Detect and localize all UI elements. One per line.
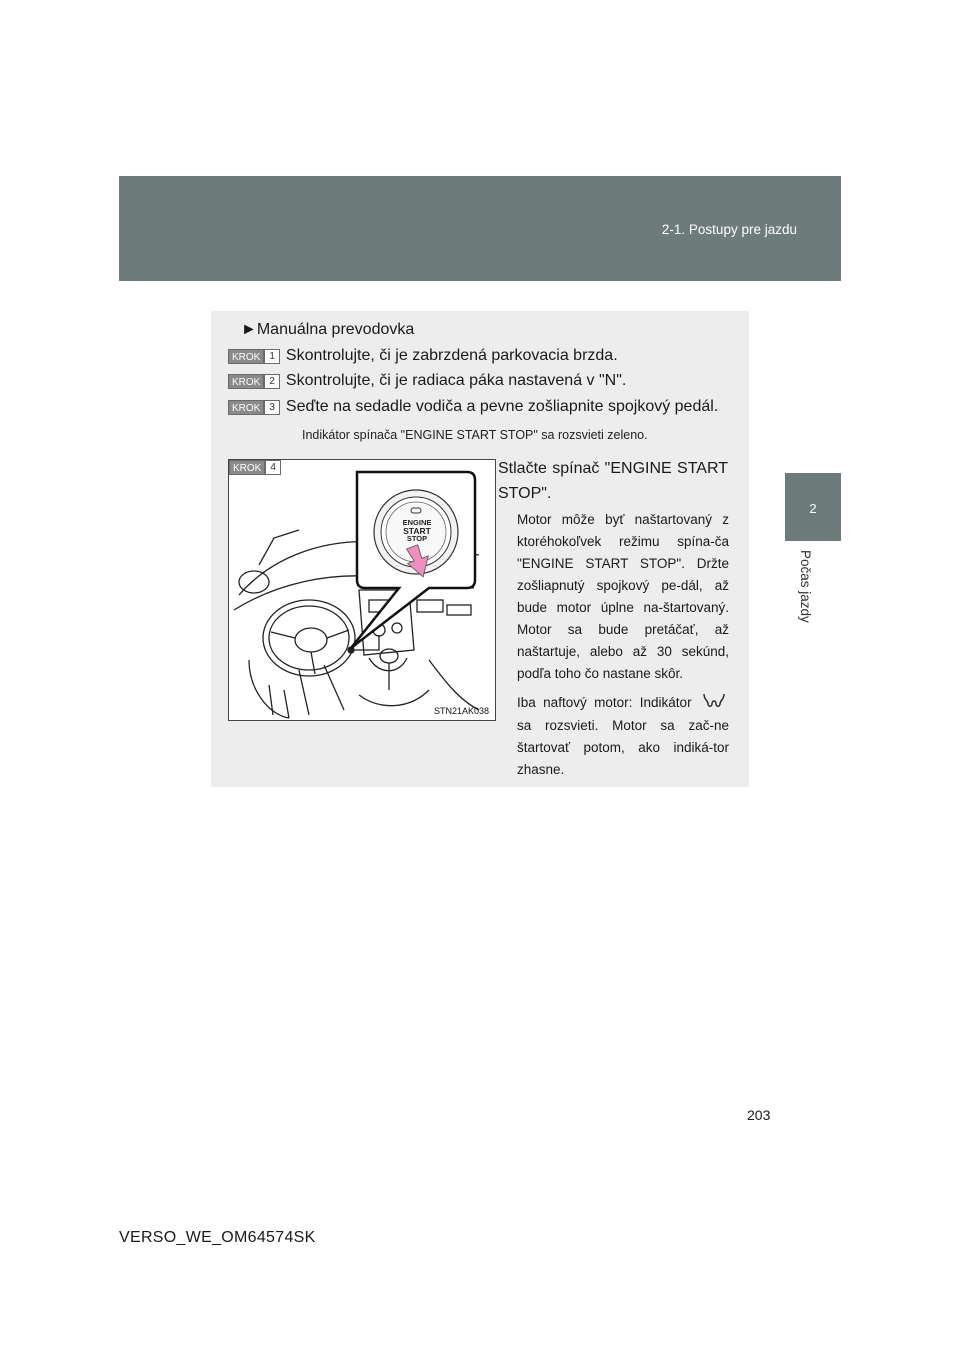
- step-2: [228, 372, 626, 390]
- step-text: Skontrolujte, či je zabrzdená parkovacia brzda.: [285, 347, 618, 364]
- page-number: 203: [747, 1107, 771, 1123]
- content-box: [211, 311, 749, 787]
- step-text: Skontrolujte, či je radiaca páka nastavená v "N".: [285, 372, 627, 389]
- step-badge: KROK 1: [228, 349, 280, 364]
- document-code: VERSO_WE_OM64574SK: [119, 1229, 316, 1246]
- step-4-text: Stlačte spínač "ENGINE START STOP".: [498, 460, 728, 502]
- step-badge: KROK 2: [228, 374, 280, 389]
- figure-code: STN21AK038: [433, 706, 489, 716]
- start-button-label: ENGINE START STOP: [402, 518, 432, 543]
- section-title: ►Manuálna prevodovka: [241, 321, 415, 338]
- step-3: [228, 398, 718, 416]
- step-badge: KROK 4: [229, 460, 281, 475]
- glow-plug-indicator-icon: [699, 692, 729, 715]
- diesel-note: Iba naftový motor: Indikátor sa rozsvieti. Motor sa zač-ne štartovať potom, ako indiká-tor zhasne.: [517, 692, 729, 781]
- step-badge: KROK 3: [228, 400, 280, 415]
- chapter-number: 2: [809, 501, 817, 516]
- dashboard-illustration: [228, 459, 496, 721]
- step-3-note: Indikátor spínača "ENGINE START STOP" sa rozsvieti zeleno.: [302, 428, 648, 442]
- step-1: [228, 347, 618, 365]
- header-band: [119, 176, 841, 281]
- chapter-label: Počas jazdy: [798, 550, 813, 623]
- step-4-detail: Motor môže byť naštartovaný z ktoréhokoľvek režimu spína-ča "ENGINE START STOP". Držte zošliapnutý spojkový pe-dál, až bude motor úplne na-štartovaný. Motor sa bude pretáčať, až naštartuje, alebo až 30 sekúnd, podľa toho čo nastane skôr.: [517, 512, 729, 681]
- section-header-title: 2-1. Postupy pre jazdu: [661, 222, 797, 237]
- step-text: Seďte na sedadle vodiča a pevne zošliapnite spojkový pedál.: [285, 398, 719, 415]
- chapter-tab: [785, 473, 841, 541]
- car-interior-drawing: [229, 460, 495, 720]
